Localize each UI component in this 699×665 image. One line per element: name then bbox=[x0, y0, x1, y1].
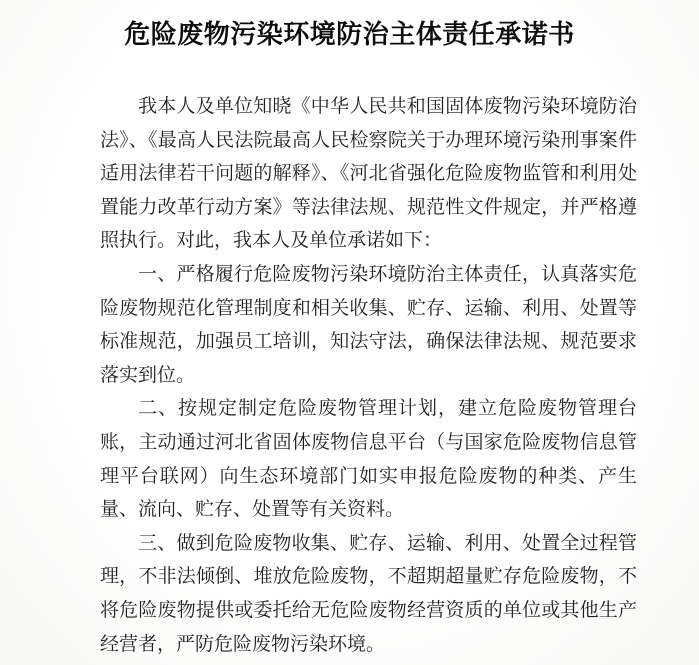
paragraph-intro: 我本人及单位知晓《中华人民共和国固体废物污染环境防治法》、《最高人民法院最高人民检察院关于办理环境污染刑事案件适用法律若干问题的解释》、《河北省强化危险废物监管和利用处置能力改革行动方案》等法律法规、规范性文件规定，并严格遵照执行。对此，我本人及单位承诺如下： bbox=[100, 96, 637, 252]
paragraph-commitment-3: 三、做到危险废物收集、贮存、运输、利用、处置全过程管理，不非法倾倒、堆放危险废物，不超期超量贮存危险废物，不将危险废物提供或委托给无危险废物经营资质的单位或其他生产经营者，严防危险废物污染环境。 bbox=[100, 532, 637, 655]
paragraph-commitment-1: 一、严格履行危险废物污染环境防治主体责任，认真落实危险废物规范化管理制度和相关收集、贮存、运输、利用、处置等标准规范，加强员工培训，知法守法，确保法律法规、规范要求落实到位。 bbox=[100, 263, 637, 386]
document-body bbox=[100, 90, 637, 661]
document-title: 危险废物污染环境防治主体责任承诺书 bbox=[124, 20, 575, 49]
paragraph-commitment-2: 二、按规定制定危险废物管理计划，建立危险废物管理台账，主动通过河北省固体废物信息平台（与国家危险废物信息管理平台联网）向生态环境部门如实申报危险废物的种类、产生量、流向、贮存、处置等有关资料。 bbox=[100, 398, 637, 521]
